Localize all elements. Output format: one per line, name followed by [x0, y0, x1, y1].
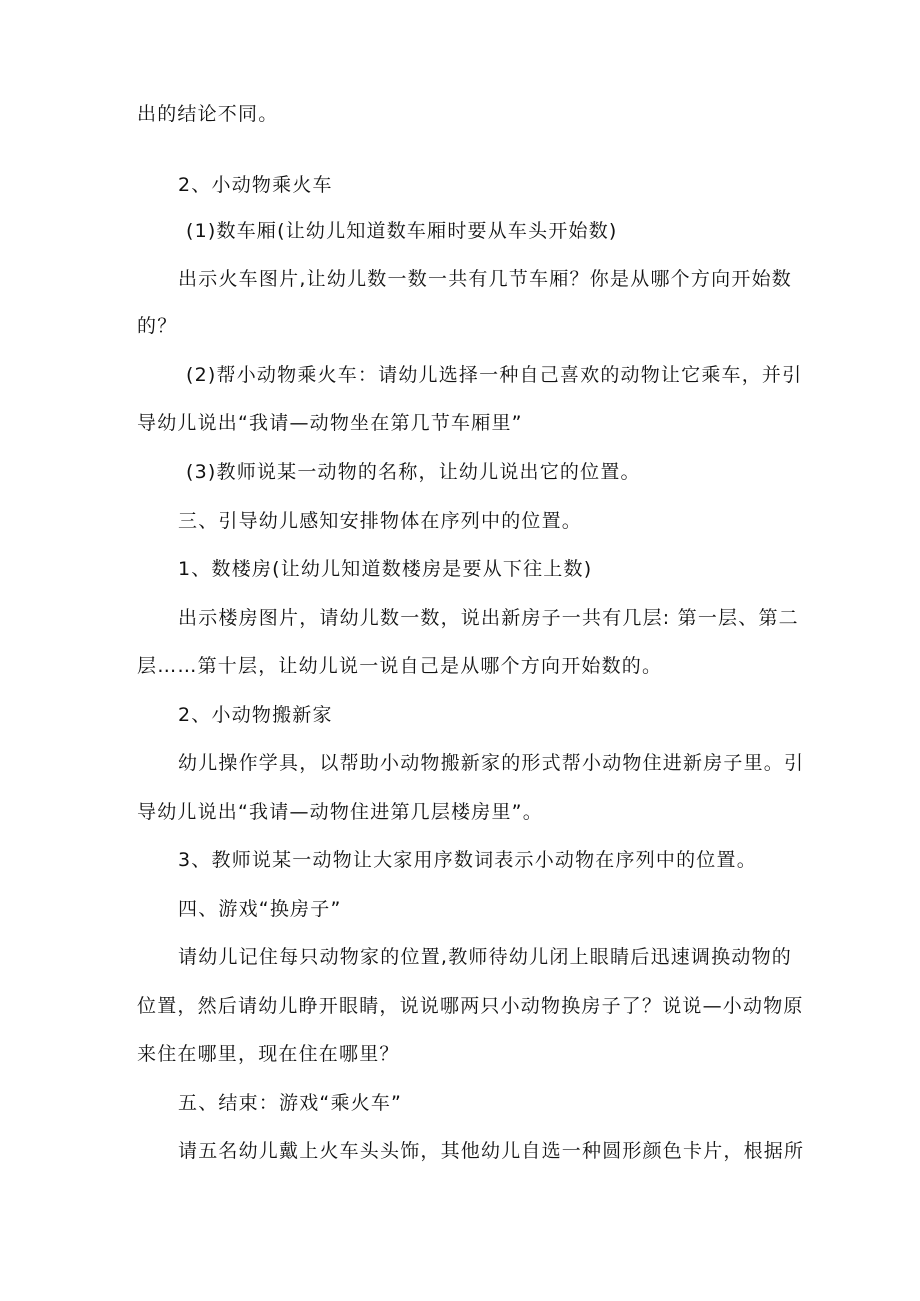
section-heading: 2、小动物搬新家 [178, 704, 333, 726]
section-heading: 三、引导幼儿感知安排物体在序列中的位置。 [178, 510, 583, 532]
paragraph-line: 来住在哪里，现在住在哪里？ [137, 1043, 400, 1065]
paragraph-line: 出示火车图片,让幼儿数一数一共有几节车厢？你是从哪个方向开始数 [178, 268, 792, 290]
paragraph-line: 层……第十层，让幼儿说一说自己是从哪个方向开始数的。 [137, 655, 663, 677]
paragraph-line: 导幼儿说出“我请—动物住进第几层楼房里”。 [137, 801, 543, 823]
paragraph-line: 导幼儿说出“我请—动物坐在第几节车厢里” [137, 412, 523, 434]
paragraph-line: 的？ [137, 315, 178, 337]
section-heading: 2、小动物乘火车 [178, 174, 333, 196]
section-heading: 1、数楼房(让幼儿知道数楼房是要从下往上数) [178, 558, 593, 580]
paragraph-line: 幼儿操作学具，以帮助小动物搬新家的形式帮小动物住进新房子里。引 [178, 752, 805, 774]
paragraph-line: 请幼儿记住每只动物家的位置,教师待幼儿闭上眼睛后迅速调换动物的 [178, 946, 792, 968]
paragraph-line: 出的结论不同。 [137, 103, 279, 125]
subsection-heading: (2)帮小动物乘火车：请幼儿选择一种自己喜欢的动物让它乘车，并引 [186, 364, 803, 386]
section-heading: 五、结束：游戏“乘火车” [178, 1092, 403, 1114]
paragraph-line: 位置，然后请幼儿睁开眼睛，说说哪两只小动物换房子了？说说—小动物原 [137, 995, 804, 1017]
subsection-heading: (1)数车厢(让幼儿知道数车厢时要从车头开始数) [186, 220, 618, 242]
paragraph-line: 请五名幼儿戴上火车头头饰，其他幼儿自选一种圆形颜色卡片，根据所 [178, 1140, 805, 1162]
subsection-heading: (3)教师说某一动物的名称，让幼儿说出它的位置。 [186, 461, 641, 483]
paragraph-line: 出示楼房图片，请幼儿数一数，说出新房子一共有几层: 第一层、第二 [178, 607, 799, 629]
section-heading: 3、教师说某一动物让大家用序数词表示小动物在序列中的位置。 [178, 849, 757, 871]
section-heading: 四、游戏“换房子” [178, 898, 342, 920]
